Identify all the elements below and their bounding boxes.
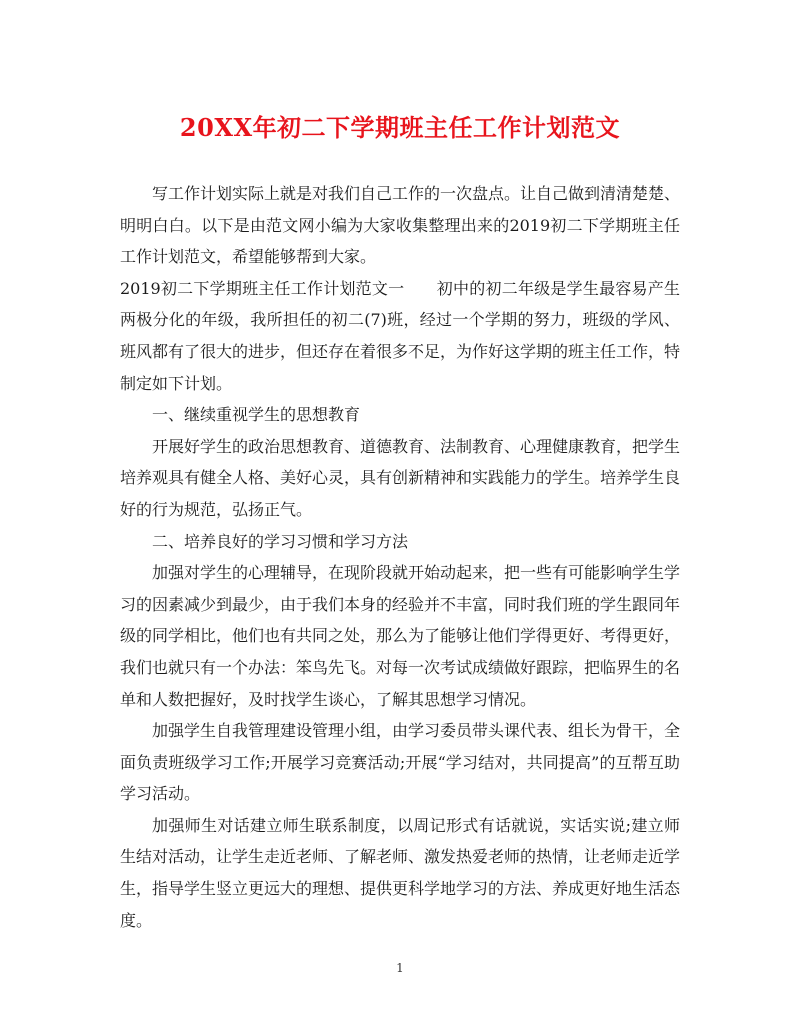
section-2-paragraph-2: 加强学生自我管理建设管理小组，由学习委员带头课代表、组长为骨干，全面负责班级学习工作;开展学习竞赛活动;开展“学习结对，共同提高”的互帮互助学习活动。 [120,721,681,804]
document-title: 20XX年初二下学期班主任工作计划范文 [179,113,621,142]
section-2-paragraph-1: 加强对学生的心理辅导，在现阶段就开始动起来，把一些有可能影响学生学习的因素减少到最少，由于我们本身的经验并不丰富，同时我们班的学生跟同年级的同学相比，他们也有共同之处，那么为了能够让他们学得更好、考得更好，我们也就只有一个办法：笨鸟先飞。对每一次考试成绩做好跟踪，把临界生的名单和人数把握好，及时找学生谈心，了解其思想学习情况。 [120,563,681,709]
section-heading-2: 二、培养良好的学习习惯和学习方法 [152,531,409,551]
document-body [120,178,680,936]
page-number: 1 [396,961,404,975]
section-1-paragraph: 开展好学生的政治思想教育、道德教育、法制教育、心理健康教育，把学生培养观具有健全人格、美好心灵，具有创新精神和实践能力的学生。培养学生良好的行为规范，弘扬正气。 [120,436,681,519]
plan-intro-paragraph: 2019初二下学期班主任工作计划范文一 初中的初二年级是学生最容易产生两极分化的年级，我所担任的初二(7)班，经过一个学期的努力，班级的学风、班风都有了很大的进步，但还存在着很多不足，为作好这学期的班主任工作，特制定如下计划。 [120,278,681,393]
section-heading-1: 一、继续重视学生的思想教育 [152,405,361,425]
section-2-paragraph-3: 加强师生对话建立师生联系制度，以周记形式有话就说，实话实说;建立师生结对活动，让学生走近老师、了解老师、激发热爱老师的热情，让老师走近学生，指导学生竖立更远大的理想、提供更科学地学习的方法、养成更好地生活态度。 [120,815,681,930]
intro-paragraph: 写工作计划实际上就是对我们自己工作的一次盘点。让自己做到清清楚楚、明明白白。以下是由范文网小编为大家收集整理出来的2019初二下学期班主任工作计划范文，希望能够帮到大家。 [120,184,681,267]
